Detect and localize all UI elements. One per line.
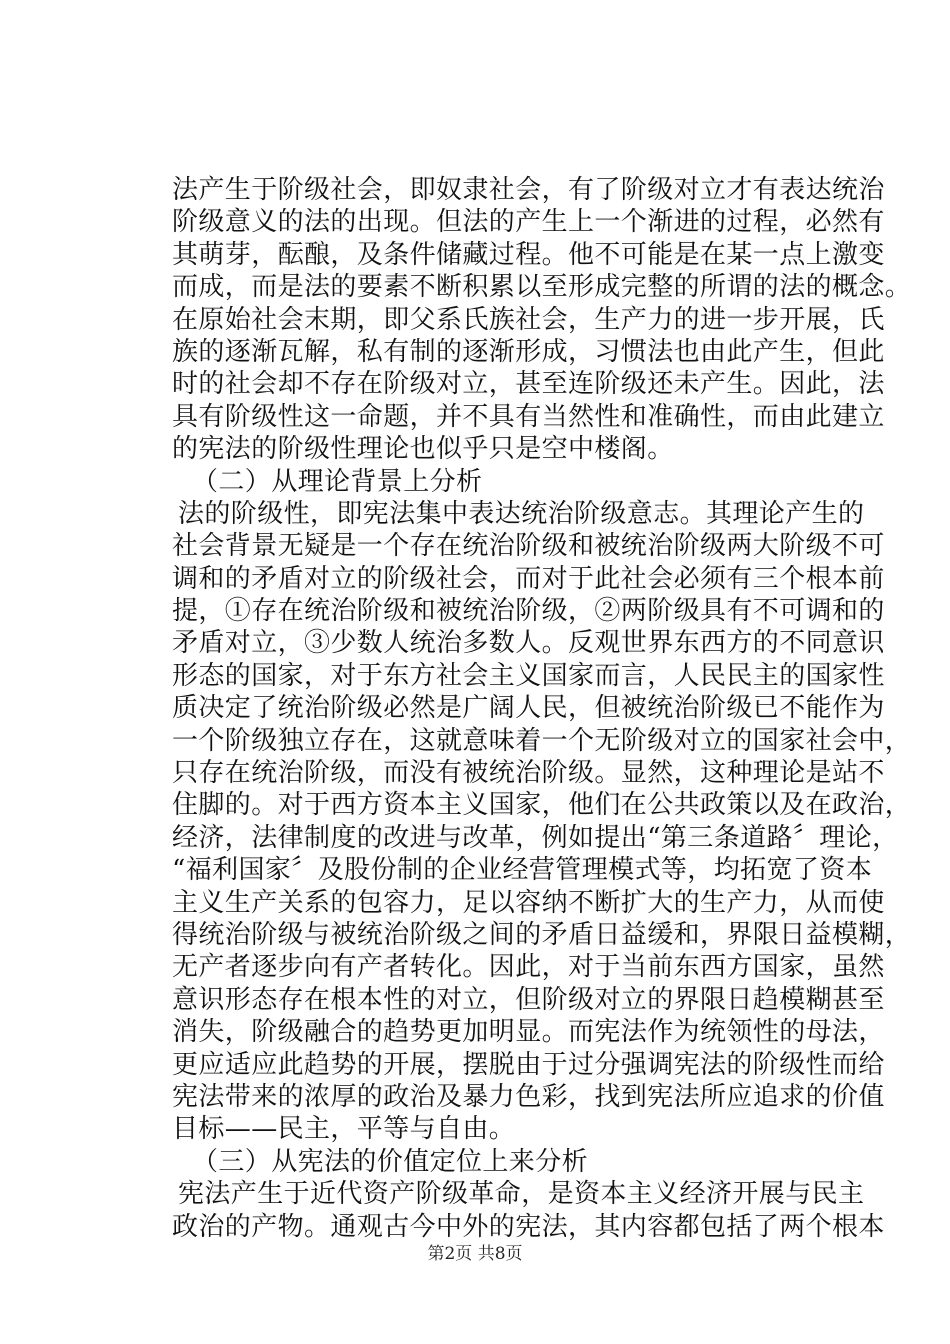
page-footer: 第2页 共8页 <box>427 1244 523 1264</box>
text-line: 得统治阶级与被统治阶级之间的矛盾日益缓和，界限日益模糊， <box>172 919 912 950</box>
text-line: 矛盾对立，③少数人统治多数人。反观世界东西方的不同意识 <box>172 628 885 659</box>
text-line: 的宪法的阶级性理论也似乎只是空中楼阁。 <box>172 434 674 465</box>
text-line: 目标——民主，平等与自由。 <box>172 1114 516 1145</box>
text-line: 时的社会却不存在阶级对立，甚至连阶级还未产生。因此，法 <box>172 369 885 400</box>
text-line: 社会背景无疑是一个存在统治阶级和被统治阶级两大阶级不可 <box>172 531 885 562</box>
text-line: 无产者逐步向有产者转化。因此，对于当前东西方国家，虽然 <box>172 952 885 983</box>
text-line: 只存在统治阶级，而没有被统治阶级。显然，这种理论是站不 <box>172 758 885 789</box>
section-heading: （三）从宪法的价值定位上来分析 <box>192 1146 589 1177</box>
body-text <box>172 174 912 1243</box>
text-line: 在原始社会末期，即父系氏族社会，生产力的进一步开展，氏 <box>172 304 885 335</box>
text-line: 住脚的。对于西方资本主义国家，他们在公共政策以及在政治， <box>172 790 912 821</box>
text-line: 具有阶级性这一命题，并不具有当然性和准确性，而由此建立 <box>172 401 885 432</box>
text-line: 政治的产物。通观古今中外的宪法，其内容都包括了两个根本 <box>172 1211 885 1242</box>
text-line: 法产生于阶级社会，即奴隶社会，有了阶级对立才有表达统治 <box>172 175 885 205</box>
text-line: 消失，阶级融合的趋势更加明显。而宪法作为统领性的母法， <box>172 1017 885 1048</box>
text-line: 调和的矛盾对立的阶级社会，而对于此社会必须有三个根本前 <box>172 563 885 594</box>
text-line: 族的逐渐瓦解，私有制的逐渐形成，习惯法也由此产生，但此 <box>172 336 885 367</box>
text-line: 阶级意义的法的出现。但法的产生上一个渐进的过程，必然有 <box>172 207 885 238</box>
text-line: 形态的国家，对于东方社会主义国家而言，人民民主的国家性 <box>172 660 885 691</box>
text-line: 宪法产生于近代资产阶级革命，是资本主义经济开展与民主 <box>178 1179 865 1210</box>
text-line: 提，①存在统治阶级和被统治阶级，②两阶级具有不可调和的 <box>172 596 885 627</box>
section-heading: （二）从理论背景上分析 <box>192 466 483 497</box>
text-line: 意识形态存在根本性的对立，但阶级对立的界限日趋模糊甚至 <box>172 984 885 1015</box>
text-line: “福利国家〞及股份制的企业经营管理模式等，均拓宽了资本 <box>172 855 873 886</box>
text-line: 其萌芽，酝酿，及条件储藏过程。他不可能是在某一点上激变 <box>172 239 885 270</box>
text-line: 更应适应此趋势的开展，摆脱由于过分强调宪法的阶级性而给 <box>172 1049 885 1080</box>
text-line: 而成，而是法的要素不断积累以至形成完整的所谓的法的概念。 <box>172 272 912 303</box>
text-line: 主义生产关系的包容力，足以容纳不断扩大的生产力，从而使 <box>172 887 885 918</box>
text-line: 质决定了统治阶级必然是广阔人民，但被统治阶级已不能作为 <box>172 693 885 724</box>
text-line: 一个阶级独立存在，这就意味着一个无阶级对立的国家社会中， <box>172 725 912 756</box>
text-line: 宪法带来的浓厚的政治及暴力色彩，找到宪法所应追求的价值 <box>172 1081 885 1112</box>
text-line: 经济，法律制度的改进与改革，例如提出“第三条道路〞理论， <box>172 822 899 853</box>
text-line: 法的阶级性，即宪法集中表达统治阶级意志。其理论产生的 <box>178 498 865 529</box>
